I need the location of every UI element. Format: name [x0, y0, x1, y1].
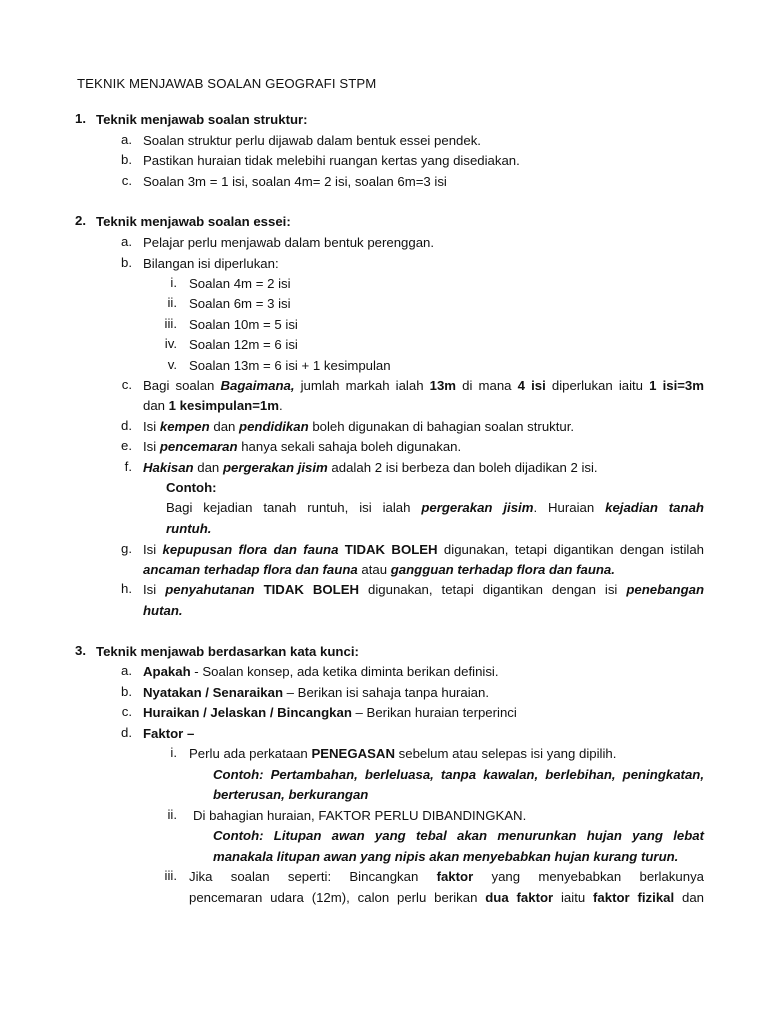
- item-3a: Apakah - Soalan konsep, ada ketika diminta berikan definisi.: [143, 664, 499, 679]
- item-2c-line-1: Bagi soalan Bagaimana, jumlah markah ialah 13m di mana 4 isi diperlukan iaitu 1 isi=3m: [143, 378, 704, 393]
- list-marker-3c: c.: [121, 704, 132, 719]
- item-1c: Soalan 3m = 1 isi, soalan 4m= 2 isi, soalan 6m=3 isi: [143, 174, 447, 189]
- list-marker-1c: c.: [121, 173, 132, 188]
- item-3d-ii: Di bahagian huraian, FAKTOR PERLU DIBANDINGKAN.: [193, 808, 527, 823]
- section-2-heading: Teknik menjawab soalan essei:: [96, 214, 291, 229]
- example-text-line-2: berterusan, berkurangan: [213, 787, 369, 802]
- sublist-marker: ii.: [167, 807, 177, 822]
- list-marker-1b: b.: [121, 152, 132, 167]
- list-marker-3b: b.: [121, 684, 132, 699]
- sublist-marker: v.: [167, 357, 177, 372]
- sublist-marker: iii.: [164, 316, 177, 331]
- item-3d-iii-line-2: pencemaran udara (12m), calon perlu berikan dua faktor iaitu faktor fizikal dan: [189, 890, 704, 905]
- list-marker-3a: a.: [121, 663, 132, 678]
- section-3-heading: Teknik menjawab berdasarkan kata kunci:: [96, 644, 359, 659]
- sublist-marker: iii.: [164, 868, 177, 883]
- list-marker-2g: g.: [121, 541, 132, 556]
- list-marker-3d: d.: [121, 725, 132, 740]
- item-3d-iii-line-1: Jika soalan seperti: Bincangkan faktor yang menyebabkan berlakunya: [189, 869, 704, 884]
- list-marker-2f: f.: [124, 459, 132, 474]
- sublist-item: Soalan 4m = 2 isi: [189, 276, 291, 291]
- item-2g-line-1: Isi kepupusan flora dan fauna TIDAK BOLEH digunakan, tetapi digantikan dengan istilah: [143, 542, 704, 557]
- example-text-line-1: Contoh: Litupan awan yang tebal akan menurunkan hujan yang lebat: [213, 828, 704, 843]
- list-marker-2b: b.: [121, 255, 132, 270]
- example-text-line-2: manakala litupan awan yang nipis akan menyebabkan hujan kurang turun.: [213, 849, 679, 864]
- item-3c: Huraikan / Jelaskan / Bincangkan – Berikan huraian terperinci: [143, 705, 517, 720]
- list-marker-1a: a.: [121, 132, 132, 147]
- item-1a: Soalan struktur perlu dijawab dalam bentuk essei pendek.: [143, 133, 481, 148]
- item-3d-i: Perlu ada perkataan PENEGASAN sebelum atau selepas isi yang dipilih.: [189, 746, 617, 761]
- sublist-item: Soalan 10m = 5 isi: [189, 317, 298, 332]
- example-text-line-1: Contoh: Pertambahan, berleluasa, tanpa kawalan, berlebihan, peningkatan,: [213, 767, 704, 782]
- sublist-item: Soalan 12m = 6 isi: [189, 337, 298, 352]
- item-2h-line-2: hutan.: [143, 603, 183, 618]
- item-2g-line-2: ancaman terhadap flora dan fauna atau gangguan terhadap flora dan fauna.: [143, 562, 615, 577]
- item-3d: Faktor –: [143, 726, 195, 741]
- item-1b: Pastikan huraian tidak melebihi ruangan kertas yang disediakan.: [143, 153, 520, 168]
- section-3-number: 3.: [75, 643, 86, 658]
- sublist-marker: i.: [170, 275, 177, 290]
- example-text-line-1: Bagi kejadian tanah runtuh, isi ialah pergerakan jisim. Huraian kejadian tanah: [166, 500, 704, 515]
- example-label: Contoh:: [166, 480, 217, 495]
- example-text-line-2: runtuh.: [166, 521, 212, 536]
- sublist-marker: ii.: [167, 295, 177, 310]
- list-marker-2e: e.: [121, 438, 132, 453]
- list-marker-2a: a.: [121, 234, 132, 249]
- item-2d: Isi kempen dan pendidikan boleh digunakan di bahagian soalan struktur.: [143, 419, 575, 434]
- sublist-marker: iv.: [164, 336, 177, 351]
- list-marker-2c: c.: [121, 377, 132, 392]
- item-2h-line-1: Isi penyahutanan TIDAK BOLEH digunakan, tetapi digantikan dengan isi penebangan: [143, 582, 705, 597]
- page-title: TEKNIK MENJAWAB SOALAN GEOGRAFI STPM: [77, 76, 377, 91]
- item-2f: Hakisan dan pergerakan jisim adalah 2 isi berbeza dan boleh dijadikan 2 isi.: [143, 460, 598, 475]
- section-1-heading: Teknik menjawab soalan struktur:: [96, 112, 308, 127]
- list-marker-2d: d.: [121, 418, 132, 433]
- list-marker-2h: h.: [121, 581, 132, 596]
- sublist-item: Soalan 6m = 3 isi: [189, 296, 291, 311]
- section-2-number: 2.: [75, 213, 86, 228]
- item-2b: Bilangan isi diperlukan:: [143, 256, 279, 271]
- item-2e: Isi pencemaran hanya sekali sahaja boleh digunakan.: [143, 439, 462, 454]
- section-1-number: 1.: [75, 111, 86, 126]
- item-2c-line-2: dan 1 kesimpulan=1m.: [143, 398, 283, 413]
- sublist-item: Soalan 13m = 6 isi + 1 kesimpulan: [189, 358, 391, 373]
- item-3b: Nyatakan / Senaraikan – Berikan isi sahaja tanpa huraian.: [143, 685, 490, 700]
- item-2a: Pelajar perlu menjawab dalam bentuk perenggan.: [143, 235, 435, 250]
- sublist-marker: i.: [170, 745, 177, 760]
